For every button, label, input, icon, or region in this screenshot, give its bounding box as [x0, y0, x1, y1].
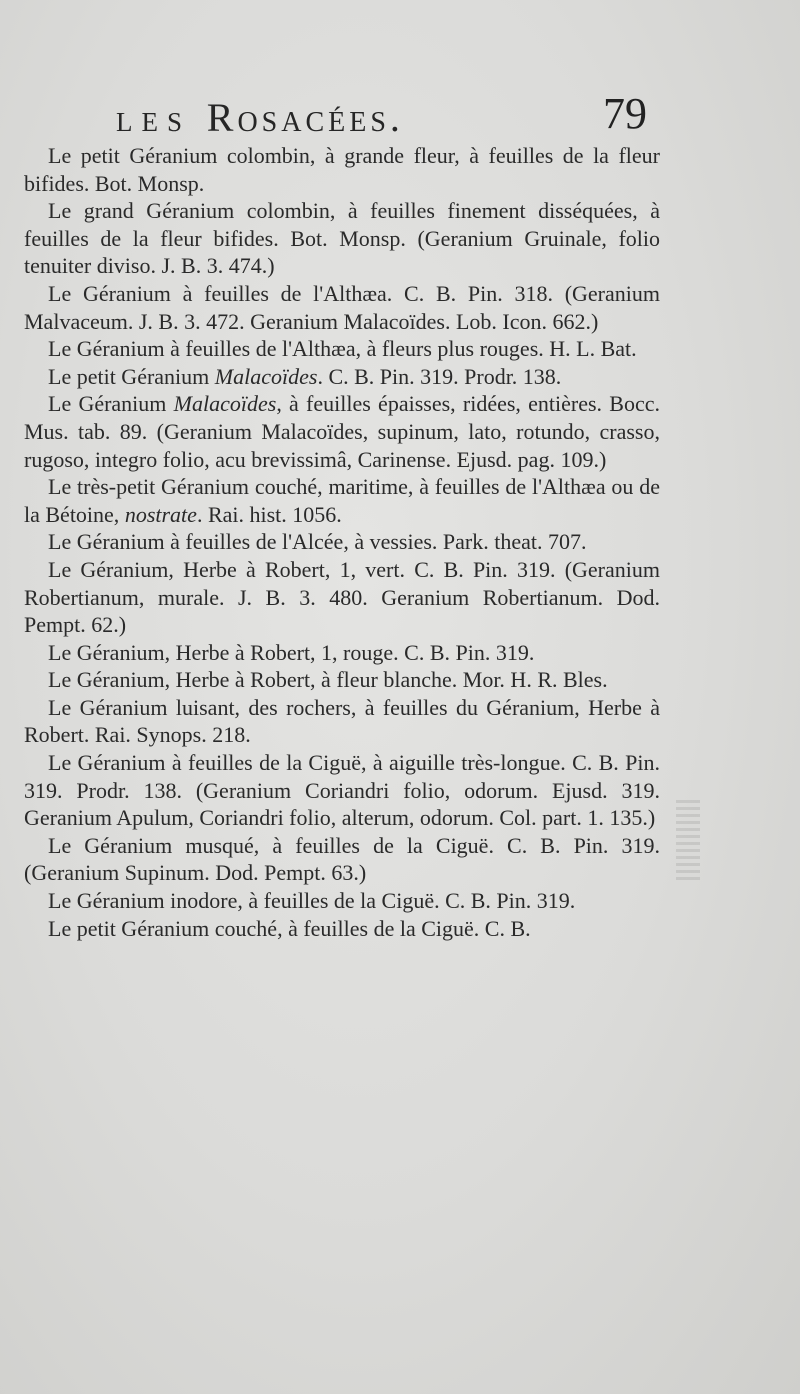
entry-14: Le Géranium musqué, à feuilles de la Ciguë. C. B. Pin. 319. (Geranium Supinum. Dod. Pempt. 63.)	[24, 832, 660, 886]
entry-13: Le Géranium à feuilles de la Ciguë, à aiguille très-longue. C. B. Pin. 319. Prodr. 138. (Geranium Coriandri folio, odorum. Ejusd. 319. Geranium Apulum, Coriandri folio, alterum, odorum. Col. part. 1. 135.)	[24, 750, 660, 831]
entry-12: Le Géranium luisant, des rochers, à feuilles du Géranium, Herbe à Robert. Rai. Synops. 218.	[24, 694, 660, 748]
entry-5: Le petit Géranium Malacoïdes. C. B. Pin. 319. Prodr. 138.	[48, 363, 562, 389]
running-title	[116, 94, 404, 141]
species-name-italic: Malacoïdes	[173, 391, 277, 417]
entry-6: Le Géranium Malacoïdes, à feuilles épaisses, ridées, entières. Bocc. Mus. tab. 89. (Geranium Malacoïdes, supinum, lato, rotundo, crasso, rugoso, integro folio, acu brevissimâ, Carinense. Ejusd. pag. 109.)	[24, 391, 661, 472]
entry-11: Le Géranium, Herbe à Robert, à fleur blanche. Mor. H. R. Bles.	[48, 667, 608, 693]
entry-1: Le petit Géranium colombin, à grande fleur, à feuilles de la fleur bifides. Bot. Monsp.	[24, 143, 660, 196]
entry-3: Le Géranium à feuilles de l'Althæa. C. B. Pin. 318. (Geranium Malvaceum. J. B. 3. 472. Geranium Malacoïdes. Lob. Icon. 662.)	[24, 280, 660, 334]
species-name-italic: Malacoïdes	[214, 363, 318, 389]
nostrate-italic: nostrate	[124, 501, 197, 527]
running-title-word: Rosacées.	[206, 95, 404, 140]
page-body	[24, 142, 660, 942]
entry-9: Le Géranium, Herbe à Robert, 1, vert. C. B. Pin. 319. (Geranium Robertianum, murale. J. B. 3. 480. Geranium Robertianum. Dod. Pempt. 62.)	[24, 556, 660, 638]
entry-8: Le Géranium à feuilles de l'Alcée, à vessies. Park. theat. 707.	[48, 529, 587, 555]
entry-7: Le très-petit Géranium couché, maritime, à feuilles de l'Althæa ou de la Bétoine, nostrate. Rai. hist. 1056.	[24, 474, 660, 527]
page-number: 79	[603, 89, 647, 138]
entry-15: Le Géranium inodore, à feuilles de la Ciguë. C. B. Pin. 319.	[48, 888, 576, 914]
running-title-prefix: LES	[116, 107, 192, 137]
page-header	[0, 88, 800, 148]
entry-16: Le petit Géranium couché, à feuilles de la Ciguë. C. B.	[48, 915, 531, 941]
entry-2: Le grand Géranium colombin, à feuilles finement disséquées, à feuilles de la fleur bifides. Bot. Monsp. (Geranium Gruinale, folio tenuiter diviso. J. B. 3. 474.)	[24, 198, 660, 279]
entry-10: Le Géranium, Herbe à Robert, 1, rouge. C. B. Pin. 319.	[48, 639, 535, 665]
margin-bleed-through	[676, 800, 700, 880]
entry-4: Le Géranium à feuilles de l'Althæa, à fleurs plus rouges. H. L. Bat.	[48, 336, 637, 362]
